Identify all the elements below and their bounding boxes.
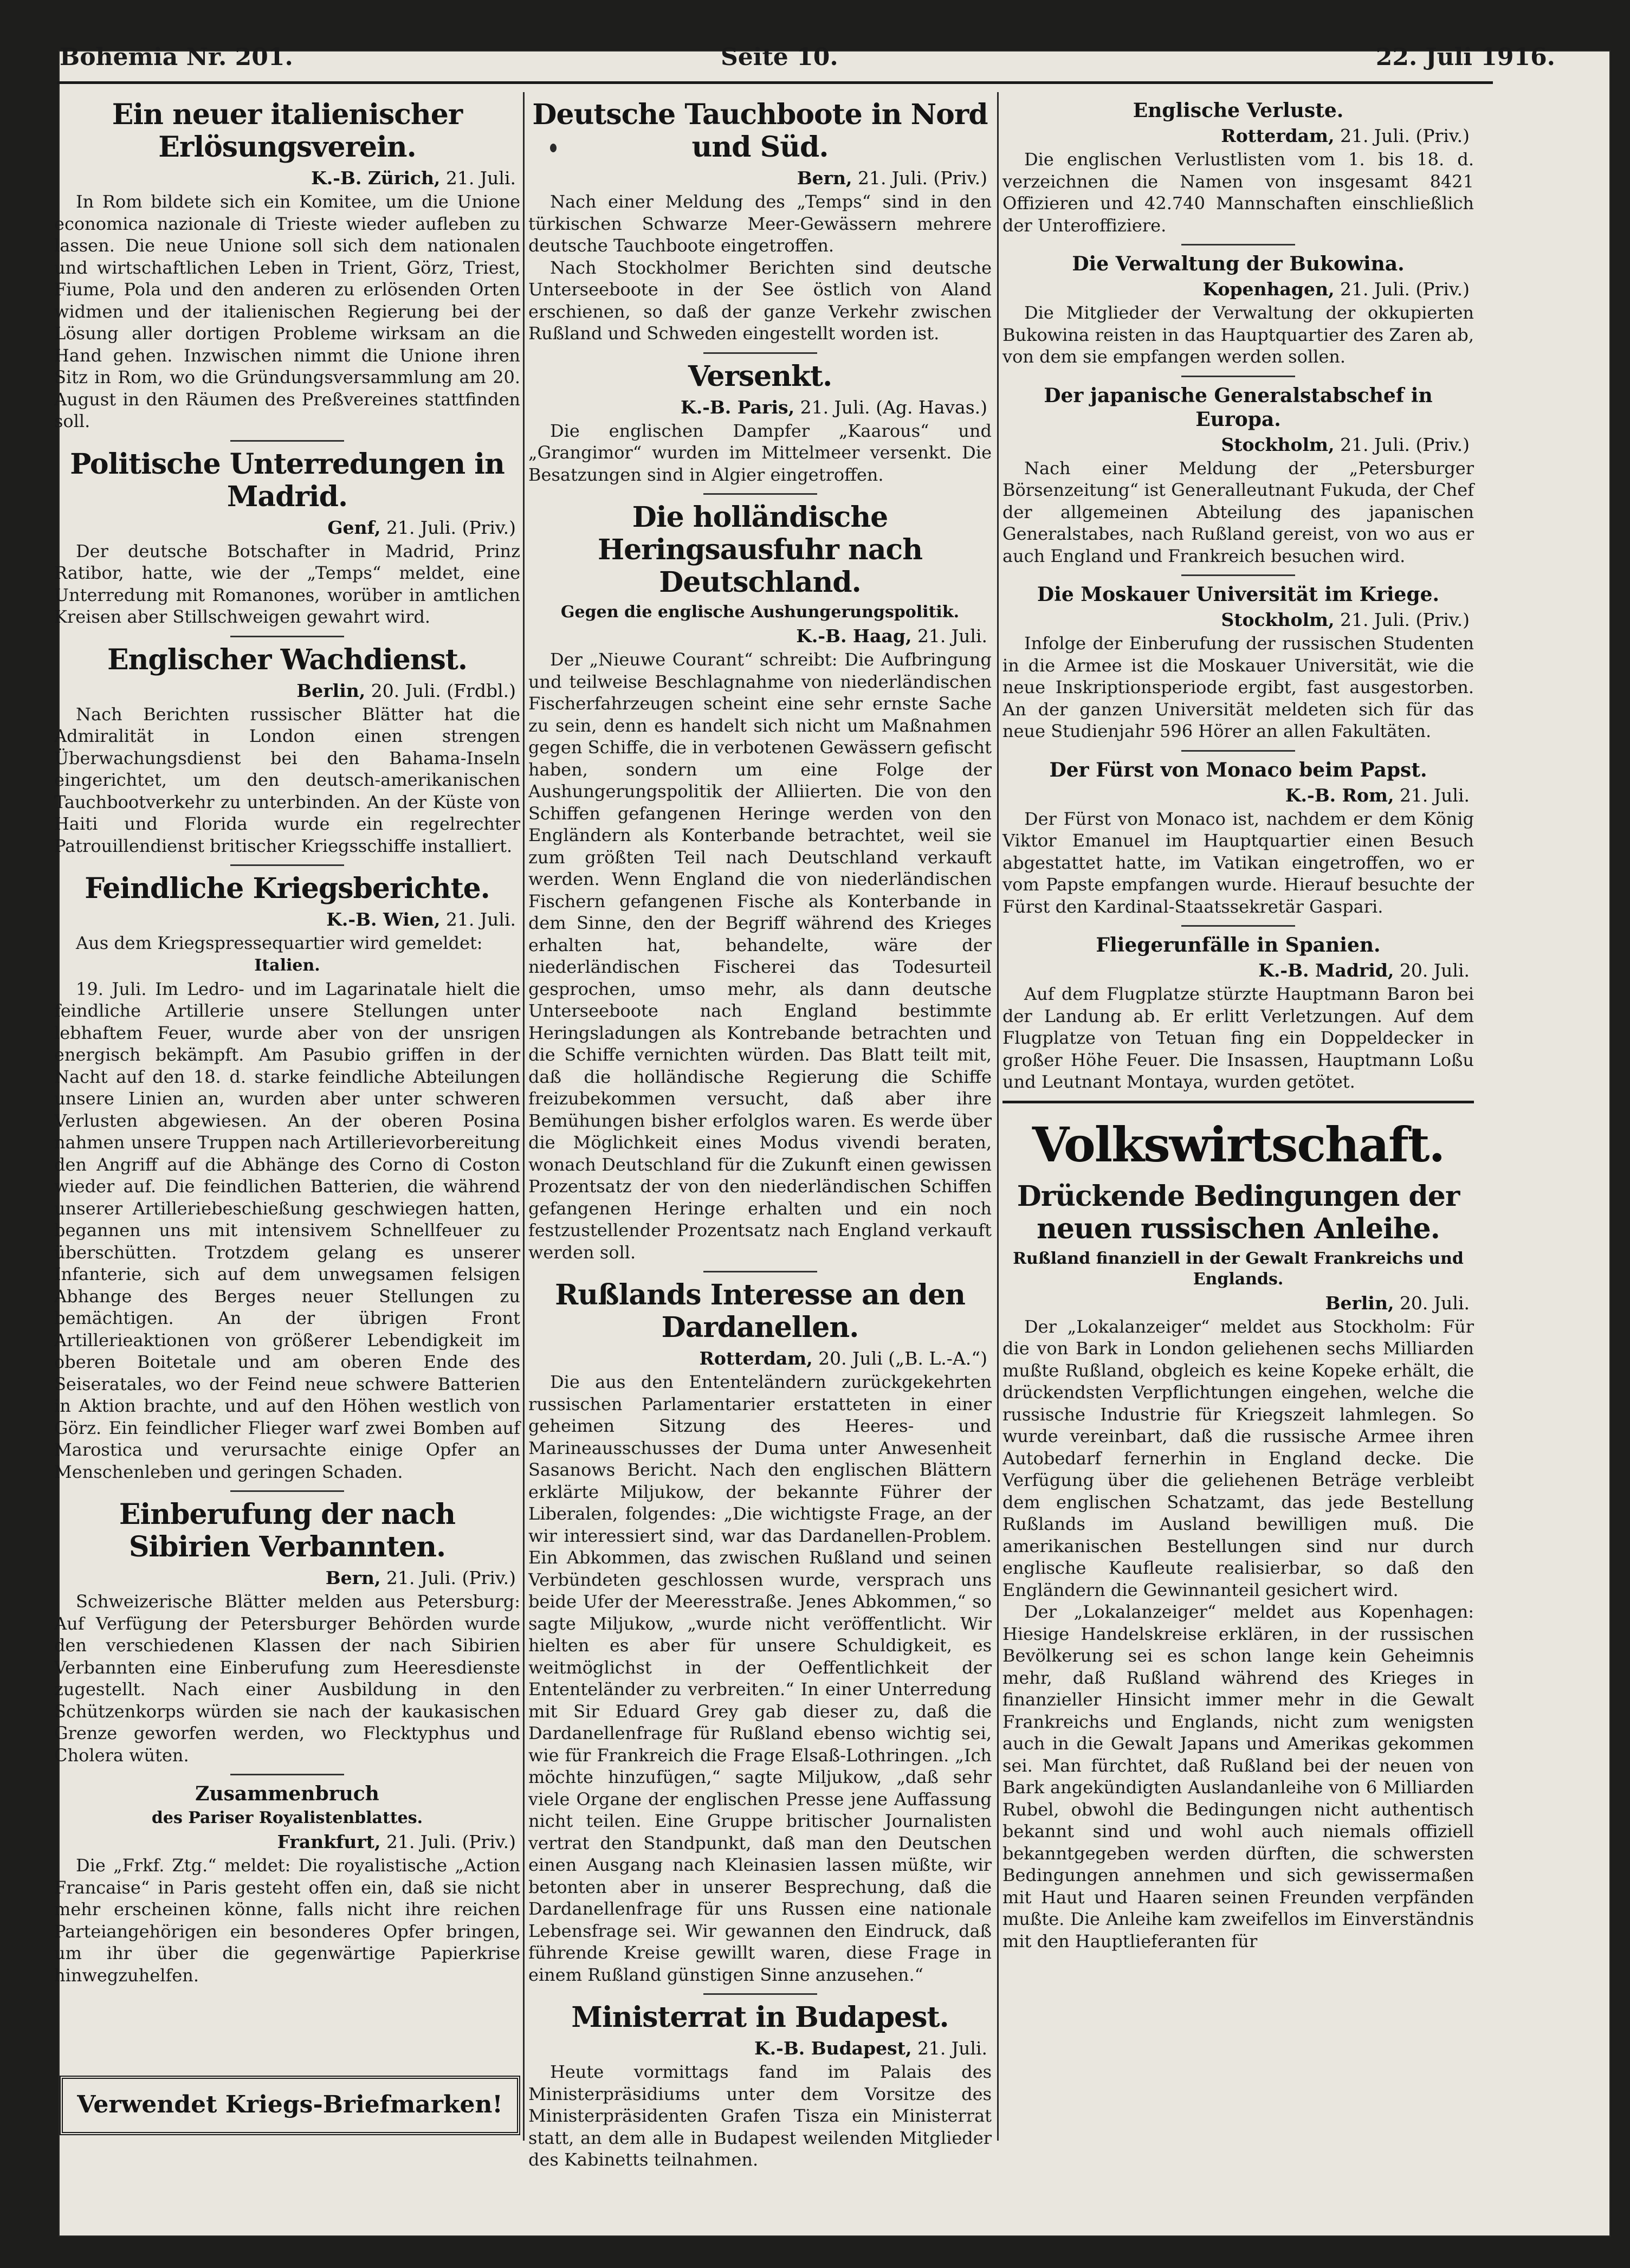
section-rule — [1002, 1101, 1474, 1103]
dateline-agency: Stockholm, — [1221, 434, 1335, 455]
article-title: Deutsche Tauchboote in Nord und Süd. — [532, 98, 988, 164]
article-title: Englischer Wachdienst. — [107, 643, 468, 676]
dateline-date: 20. Juli. — [1399, 1292, 1470, 1314]
column-1 — [54, 92, 520, 2141]
article-text: Der „Lokalanzeiger“ meldet aus Kopenhagen: Hiesige Handelskreise erklären, in der russischen Bevölkerung sei es schon lange kein Geheimnis mehr, daß Rußland während des Krieges in finanzieller Hinsicht immer mehr in die Gewalt Frankreichs und Englands, nicht zum wenigsten auch in die Gewalt Japans und Amerikas gekommen sei. Man fürchtet, daß Rußland bei der neuen von Bark angekündigten Auslandanleihe von 6 Milliarden Rubel, obwohl die Bedingungen nicht authentisch bekannt sind und wohl auch niemals offiziell bekanntgegeben werden dürften, die schwersten Bedingungen annehmen und sich gewissermaßen mit Haut und Haaren seinen Freunden verpfänden mußte. Die Anleihe kam zweifellos im Einverständnis mit den Hauptlieferanten für — [1002, 1601, 1474, 1952]
dateline — [528, 625, 992, 648]
dateline-date: 21. Juli. (Ag. Havas.) — [800, 396, 987, 418]
dateline-agency: K.-B. Wien, — [326, 909, 441, 930]
dateline-date: 21. Juli. — [445, 909, 516, 930]
separator — [230, 1490, 344, 1492]
dateline-agency: Kopenhagen, — [1202, 279, 1335, 300]
article-text: Nach einer Meldung der „Petersburger Börsenzeitung“ ist Generalleutnant Fukuda, der Chef der allgemeinen Abteilung des japanischen Generalstabes, nach Rußland gereist, von wo aus er auch England und Frankreich besuchen wird. — [1002, 457, 1474, 566]
dateline-agency: K.-B. Zürich, — [311, 167, 441, 189]
column-2 — [528, 92, 992, 2170]
article-text: Die aus den Ententeländern zurückgekehrten russischen Parlamentarier erstatteten in einer geheimen Sitzung des Heeres- und Marineausschusses der Duma unter Anwesenheit Sasanows Bericht. Nach den englischen Blättern erklärte Miljukow, der bekannte Führer der Liberalen, folgendes: „Die wichtigste Frage, an der wir interessiert sind, war das Dardanellen-Problem. Ein Abkommen, das zwischen Rußland und seinen Verbündeten geschlossen wurde, versprach uns beide Ufer der Meeresstraße. Jenes Abkommen,“ so sagte Miljukow, „wurde nicht veröffentlicht. Wir hielten es aber für unsere Schuldigkeit, es weitmöglichst in der Oeffentlichkeit der Ententeländer zu verbreiten.“ In einer Unterredung mit Sir Eduard Grey gab dieser zu, daß die Dardanellenfrage für Rußland ebenso wichtig sei, wie für Frankreich die Frage Elsaß-Lothringen. „Ich möchte hinzufügen,“ sagte Miljukow, „daß sehr viele Organe der englischen Presse jene Auffassung nicht teilen. Eine Gruppe britischer Journalisten vertrat den Standpunkt, daß man den Deutschen einen Ausgang nach Kleinasien lassen müßte, wir betonten aber in unserer Besprechung, daß die Dardanellenfrage für uns Russen eine nationale Lebensfrage sei. Wir gewannen den Eindruck, daß führende Kreise gewillt waren, diese Frage in einem Rußland günstigen Sinne anzusehen.“ — [528, 1372, 992, 1985]
dateline-date: 21. Juli. — [445, 167, 516, 189]
dateline-agency: Genf, — [327, 516, 381, 538]
article-intro: Aus dem Kriegspressequartier wird gemeldet: — [76, 933, 483, 953]
dateline — [1002, 434, 1474, 456]
article-text: Infolge der Einberufung der russischen Studenten in die Armee ist die Moskauer Universität, wie die neue Inskriptionsperiode ergibt, fast ausgestorben. An der ganzen Universität meldeten sich für das neue Studienjahr 596 Hörer an allen Fakultäten. — [1002, 633, 1474, 741]
article-title: Zusammenbruch — [195, 1782, 379, 1805]
dateline-agency: Berlin, — [1325, 1292, 1394, 1314]
article-text: Die englischen Verlustlisten vom 1. bis 18. d. verzeichnen die Namen von insgesamt 8421 Offizieren und 42.740 Mannschaften einschließlich der Unteroffiziere. — [1002, 149, 1474, 236]
article-text: Heute vormittags fand im Palais des Ministerpräsidiums unter dem Vorsitze des Ministerpräsidenten Grafen Tisza ein Ministerrat statt, an dem alle in Budapest weilenden Mitglieder des Kabinetts teilnahmen. — [528, 2062, 992, 2170]
article-text: Die englischen Dampfer „Kaarous“ und „Grangimor“ wurden im Mittelmeer versenkt. Die Besatzungen sind in Algier eingetroffen. — [528, 420, 992, 485]
article-text: Nach einer Meldung des „Temps“ sind in den türkischen Schwarze Meer-Gewässern mehrere deutsche Tauchboote eingetroffen. — [528, 191, 992, 256]
article-text: Schweizerische Blätter melden aus Petersburg: Auf Verfügung der Petersburger Behörden wurde den verschiedenen Klassen der nach Sibirien Verbannten eine Einberufung zum Heeresdienste zugestellt. Nach einer Ausbildung in den Schützenkorps würden sie nach der kaukasischen Grenze geworfen werden, wo Flecktyphus und Cholera wüten. — [54, 1591, 520, 1766]
dateline-agency: Stockholm, — [1221, 609, 1335, 630]
dateline-date: 20. Juli. (Frdbl.) — [371, 680, 516, 701]
column-rule-1 — [523, 92, 525, 2141]
separator — [703, 352, 817, 354]
dateline — [528, 1347, 992, 1370]
dateline-date: 21. Juli. (Priv.) — [386, 1831, 516, 1852]
separator — [1181, 925, 1295, 927]
article-title: Der japanische Generalstabschef in Europa. — [1044, 384, 1433, 431]
dateline-date: 21. Juli. (Priv.) — [857, 167, 987, 189]
separator — [230, 864, 344, 866]
dateline-agency: Rotterdam, — [1221, 125, 1335, 146]
article-title: Die holländische Heringsausfuhr nach Deutschland. — [597, 501, 923, 599]
article-text: Nach Berichten russischer Blätter hat die Admiralität in London einen strengen Überwachungsdienst bei den Bahama-Inseln eingerichtet, um den deutsch-amerikanischen Tauchbootverkehr zu unterbinden. An der Küste von Haiti und Florida wurde ein regelrechter Patrouillendienst britischer Kriegsschiffe installiert. — [54, 703, 520, 856]
separator — [230, 636, 344, 637]
dateline — [54, 1567, 520, 1589]
dateline-agency: Bern, — [325, 1567, 381, 1588]
article-subtitle: des Pariser Royalistenblattes. — [151, 1808, 423, 1827]
dateline-date: 21. Juli. (Priv.) — [1340, 434, 1470, 455]
dateline — [1002, 1292, 1474, 1315]
article-text: Der „Nieuwe Courant“ schreibt: Die Aufbringung und teilweise Beschlagnahme von niederländischen Fischerfahrzeugen scheint eine sehr ernste Sache zu sein, denn es handelt sich nicht um Maßnahmen gegen Schiffe, die in verbotenen Gewässern gefischt haben, sondern um eine Folge der Aushungerungspolitik der Alliierten. Die von den Schiffen gefangenen Heringe werden von den Engländern als Konterbande betrachtet, weil sie zum größten Teil nach Deutschland verkauft werden. Wenn England die von niederländischen Fischern gefangenen Fische als Konterbande in dem Sinne, den der Begriff während des Krieges erhalten hat, behandelte, wäre der niederländischen Fischerei das Todesurteil gesprochen, umso mehr, als dann deutsche Unterseeboote nach England bestimmte Heringsladungen als Kontrebande betrachten und die Schiffe vernichten würden. Das Blatt teilt mit, daß die holländische Regierung die Schiffe freizubekommen versucht, daß aber ihre Bemühungen bisher erfolglos waren. Es werde über die Möglichkeit eines Modus vivendi beraten, wonach Deutschland für die Zukunft einen gewissen Prozentsatz der von den niederländischen Schiffen gefangenen Heringe erhalten und ein noch festzustellender Prozentsatz nach England verkauft werden soll. — [528, 649, 992, 1263]
dateline — [528, 2037, 992, 2060]
dateline — [528, 396, 992, 419]
dateline — [1002, 125, 1474, 147]
section-title: Volkswirtschaft. — [1032, 1116, 1445, 1173]
dateline-date: 21. Juli. (Priv.) — [386, 516, 516, 538]
column-rule-2 — [997, 92, 999, 2141]
article-title: Ein neuer italienischer Erlösungsverein. — [112, 98, 463, 164]
column-3 — [1002, 92, 1474, 2141]
separator — [230, 440, 344, 442]
dateline-agency: Rotterdam, — [699, 1348, 813, 1369]
ad-box: Verwendet Kriegs-Briefmarken! — [60, 2076, 520, 2135]
article-title: Politische Unterredungen in Madrid. — [70, 447, 504, 513]
dateline-agency: K.-B. Madrid, — [1258, 960, 1394, 981]
dateline — [1002, 278, 1474, 301]
article-title: Fliegerunfälle in Spanien. — [1096, 934, 1381, 957]
dateline — [54, 1831, 520, 1853]
article-title: Versenkt. — [688, 359, 832, 393]
article-subtitle: Rußland finanziell in der Gewalt Frankreichs und Englands. — [1013, 1249, 1464, 1289]
article-text: Nach Stockholmer Berichten sind deutsche Unterseeboote in der See östlich von Aland erschienen, so daß der ganze Verkehr zwischen Rußland und Schweden eingestellt worden ist. — [528, 257, 992, 344]
dateline-agency: Berlin, — [296, 680, 366, 701]
dateline-date: 21. Juli. (Priv.) — [1340, 125, 1470, 146]
article-text: Die Mitglieder der Verwaltung der okkupierten Bukowina reisten in das Hauptquartier des Zaren ab, von dem sie empfangen werden sollen. — [1002, 302, 1474, 367]
separator — [703, 1993, 817, 1995]
article-text: Der Fürst von Monaco ist, nachdem er dem König Viktor Emanuel im Hauptquartier einen Besuch abgestattet hatte, im Vatikan eingetroffen, wo er vom Papste empfangen wurde. Hierauf besuchte der Fürst den Kardinal-Staatssekretär Gaspari. — [1002, 808, 1474, 917]
article-title: Der Fürst von Monaco beim Papst. — [1049, 758, 1427, 781]
dateline-date: 21. Juli. — [1399, 784, 1470, 806]
dateline-date: 21. Juli. (Priv.) — [1340, 279, 1470, 300]
dateline — [1002, 609, 1474, 631]
dateline-agency: K.-B. Paris, — [681, 396, 795, 418]
dateline-date: 21. Juli. (Priv.) — [386, 1567, 516, 1588]
article-title: Drückende Bedingungen der neuen russischen Anleihe. — [1017, 1179, 1460, 1245]
dateline — [54, 167, 520, 190]
article-title: Feindliche Kriegsberichte. — [85, 872, 490, 905]
article-title: Einberufung der nach Sibirien Verbannten. — [119, 1498, 456, 1563]
header-issue: Bohemia Nr. 201. — [60, 43, 293, 71]
dateline — [528, 167, 992, 190]
separator — [1181, 376, 1295, 377]
separator — [1181, 750, 1295, 752]
dateline — [54, 908, 520, 931]
article-text: 19. Juli. Im Ledro- und im Lagarinatale hielt die feindliche Artillerie unsere Stellungen unter lebhaftem Feuer, wurde aber von der unsrigen energisch bekämpft. Am Pasubio griffen in der Nacht auf den 18. d. starke feindliche Abteilungen unsere Linien an, wurden aber unter schweren Verlusten abgewiesen. An der oberen Posina nahmen unsere Truppen nach Artillerievorbereitung den Angriff auf die Abhänge des Corno di Coston wieder auf. Die feindlichen Batterien, die während unserer Artilleriebeschießung geschwiegen hatten, begannen uns mit intensivem Schnellfeuer zu überschütten. Trotzdem gelang es unserer Infanterie, sich auf dem unwegsamen felsigen Abhange des Berges neuer Stellungen zu bemächtigen. An der übrigen Front Artillerieaktionen von größerer Lebendigkeit im oberen Boitetale und am oberen Ende des Seiseratales, wo der Feind neue schwere Batterien in Aktion brachte, und auf den Höhen westlich von Görz. Ein feindlicher Flieger warf zwei Bomben auf Marostica und verursachte einige Opfer an Menschenleben und geringen Schaden. — [54, 978, 520, 1482]
dateline — [54, 680, 520, 702]
dateline-agency: Bern, — [797, 167, 852, 189]
article-subhead: Italien. — [254, 955, 320, 975]
dateline-agency: K.-B. Budapest, — [754, 2038, 912, 2059]
dateline-agency: K.-B. Haag, — [796, 625, 912, 647]
article-title: Die Verwaltung der Bukowina. — [1072, 253, 1405, 275]
header-page-number: Seite 10. — [721, 43, 838, 71]
article-title: Ministerrat in Budapest. — [571, 2001, 949, 2034]
separator — [230, 1774, 344, 1775]
article-title: Rußlands Interesse an den Dardanellen. — [555, 1278, 965, 1344]
dateline-date: 20. Juli. — [1399, 960, 1470, 981]
dateline-agency: K.-B. Rom, — [1285, 784, 1394, 806]
page-header — [60, 43, 1555, 98]
dateline — [1002, 784, 1474, 807]
dateline-date: 21. Juli. (Priv.) — [1340, 609, 1470, 630]
dateline-agency: Frankfurt, — [277, 1831, 381, 1852]
separator — [703, 1271, 817, 1272]
dateline-date: 21. Juli. — [917, 2038, 987, 2059]
dateline-date: 20. Juli („B. L.-A.“) — [818, 1348, 987, 1369]
article-title: Englische Verluste. — [1133, 99, 1344, 122]
article-text: Auf dem Flugplatze stürzte Hauptmann Baron bei der Landung ab. Er erlitt Verletzungen. Auf dem Flugplatze von Tetuan fing ein Doppeldecker in großer Höhe Feuer. Die Insassen, Hauptmann Loßu und Leutnant Montaya, wurden getötet. — [1002, 984, 1474, 1092]
separator — [1181, 244, 1295, 245]
separator — [1181, 574, 1295, 576]
dateline-date: 21. Juli. — [917, 625, 987, 647]
header-date: 22. Juli 1916. — [1375, 43, 1555, 71]
article-text: Der „Lokalanzeiger“ meldet aus Stockholm: Für die von Bark in London geliehenen sechs Milliarden mußte Rußland, obgleich es keine Kopeke erhält, die drückendsten Verpflichtungen eingehen, welche die russische Industrie für Kriegszeit lahmlegen. So wurde vereinbart, daß die russische Armee ihren Autobedarf fernerhin in England decke. Die Verfügung über die geliehenen Beträge verbleibt dem englischen Schatzamt, das jede Bestellung Rußlands im Ausland bewilligen muß. Die amerikanischen Bestellungen sind nur durch englische Kaufleute realisierbar, so daß den Engländern die Gewinnanteil gesichert wird. — [1002, 1316, 1474, 1600]
separator — [703, 493, 817, 495]
article-text: Der deutsche Botschafter in Madrid, Prinz Ratibor, hatte, wie der „Temps“ meldet, eine Unterredung mit Romanones, worüber in amtlichen Kreisen aber Stillschweigen gewahrt wird. — [54, 540, 520, 627]
article-text: In Rom bildete sich ein Komitee, um die Unione economica nazionale di Trieste wieder aufleben zu lassen. Die neue Unione soll sich dem nationalen und wirtschaftlichen Leben in Trient, Görz, Triest, Fiume, Pola und den anderen zu erlösenden Orten widmen und der italienischen Regierung bei der Lösung aller dortigen Probleme wirksam an die Hand gehen. Inzwischen nimmt die Unione ihren Sitz in Rom, wo die Gründungsversammlung am 20. August in den Räumen des Preßvereines stattfinden soll. — [54, 191, 520, 431]
dateline — [1002, 959, 1474, 982]
article-title: Die Moskauer Universität im Kriege. — [1037, 583, 1440, 606]
header-rule — [57, 81, 1493, 84]
dateline — [54, 516, 520, 539]
article-text: Die „Frkf. Ztg.“ meldet: Die royalistische „Action Francaise“ in Paris gesteht offen ein, daß sie nicht mehr erscheinen könne, falls nicht ihre reichen Parteiangehörigen ein besonderes Opfer bringen, um ihr über die gegenwärtige Papierkrise hinwegzuhelfen. — [54, 1855, 520, 1986]
article-subtitle: Gegen die englische Aushungerungspolitik. — [560, 603, 960, 622]
